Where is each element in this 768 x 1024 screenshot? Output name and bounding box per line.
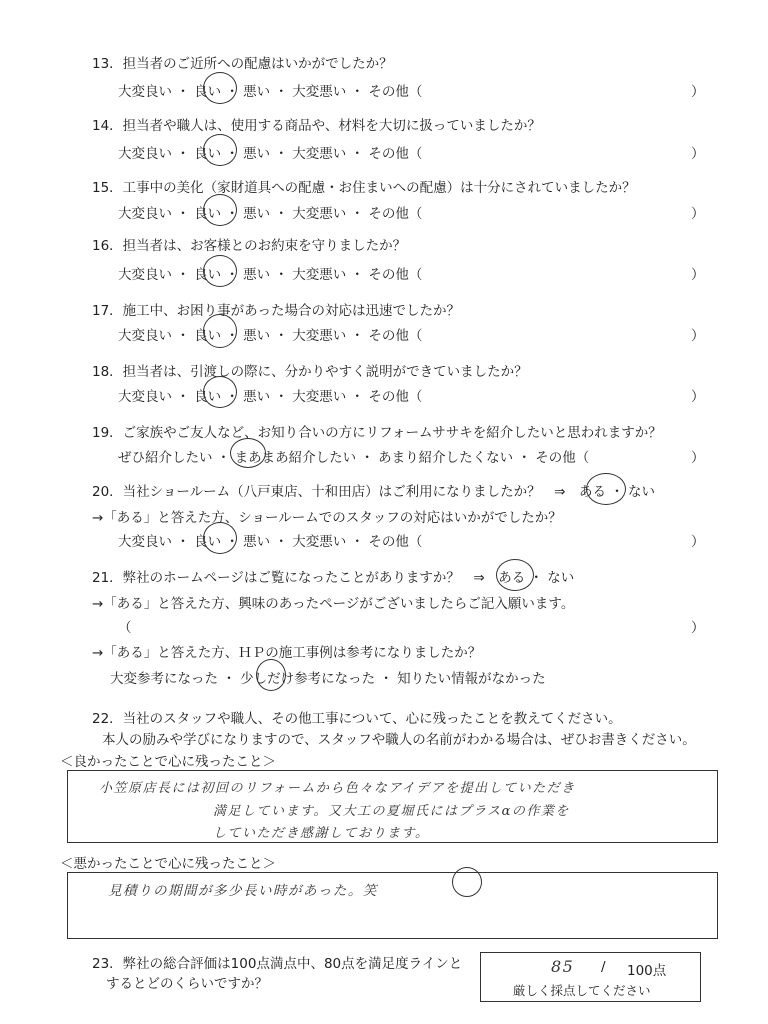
- answer-circle-13: [203, 72, 237, 104]
- good-comment-line-2: 満足しています。又大工の夏堀氏にはプラスαの作業を: [213, 804, 570, 819]
- options-16: 大変良い ・ 良い ・ 悪い ・ 大変悪い ・ その他（: [118, 267, 423, 283]
- paren-close-15: ）: [691, 206, 705, 222]
- options-17: 大変良い ・ 良い ・ 悪い ・ 大変悪い ・ その他（: [118, 328, 423, 344]
- answer-circle-21: [256, 659, 286, 691]
- good-comment-line-1: 小笠原店長には初回のリフォームから色々なアイデアを提出していただき: [99, 781, 576, 796]
- paren-open-21: （: [118, 620, 132, 636]
- question-23-cont: するとどのくらいですか？: [106, 976, 268, 992]
- paren-close-21: ）: [691, 620, 705, 636]
- options-20: 大変良い ・ 良い ・ 悪い ・ 大変悪い ・ その他（: [118, 534, 423, 550]
- question-21: 21．弊社のホームページはご覧になったことがありますか？ ⇒ ある ・ ない: [92, 570, 575, 586]
- paren-close-14: ）: [691, 146, 705, 162]
- options-19: ぜひ紹介したい ・ まあまあ紹介したい ・ あまり紹介したくない ・ その他（: [118, 450, 590, 466]
- good-comment-line-3: していただき感謝しております。: [213, 826, 430, 841]
- options-21: 大変参考になった ・ 少しだけ参考になった ・ 知りたい情報がなかった: [110, 671, 546, 687]
- options-15: 大変良い ・ 良い ・ 悪い ・ 大変悪い ・ その他（: [118, 206, 423, 222]
- question-15: 15．工事中の美化（家財道具への配慮・お住まいへの配慮）は十分にされていましたか？: [92, 180, 636, 196]
- question-20-sub: →「ある」と答えた方、ショールームでのスタッフの対応はいかがでしたか？: [92, 510, 562, 526]
- paren-close-13: ）: [691, 84, 705, 100]
- paren-close-18: ）: [691, 389, 705, 405]
- answer-circle-19: [230, 438, 266, 468]
- answer-circle-20: [203, 522, 237, 554]
- options-13: 大変良い ・ 良い ・ 悪い ・ 大変悪い ・ その他（: [118, 84, 423, 100]
- paren-close-17: ）: [691, 328, 705, 344]
- answer-circle-20-yes: [586, 473, 626, 505]
- question-22-note: 本人の励みや学びになりますので、スタッフや職人の名前がわかる場合は、ぜひお書きください。: [102, 732, 696, 748]
- question-19: 19．ご家族やご友人など、お知り合いの方にリフォームササキを紹介したいと思われますか？: [92, 425, 662, 441]
- answer-circle-21-yes: [496, 559, 534, 591]
- answer-circle-14: [203, 134, 237, 166]
- question-23: 23．弊社の総合評価は100点満点中、80点を満足度ラインと: [92, 956, 463, 972]
- answer-circle-15: [203, 194, 237, 226]
- question-17: 17．施工中、お困り事があった場合の対応は迅速でしたか？: [92, 303, 461, 319]
- question-13: 13．担当者のご近所への配慮はいかがでしたか？: [92, 56, 393, 72]
- bad-comment-line-1: 見積りの期間が多少長い時があった。笑: [108, 883, 378, 899]
- answer-circle-16: [203, 255, 237, 287]
- score-box: [480, 952, 701, 1002]
- question-14: 14．担当者や職人は、使用する商品や、材料を大切に扱っていましたか？: [92, 118, 541, 134]
- question-16: 16．担当者は、お客様とのお約束を守りましたか？: [92, 238, 407, 254]
- bad-comments-label: ＜悪かったことで心に残ったこと＞: [60, 856, 276, 872]
- question-18: 18．担当者は、引渡しの際に、分かりやすく説明ができていましたか？: [92, 364, 528, 380]
- answer-circle-18: [203, 376, 237, 408]
- score-note: 厳しく採点してください: [513, 983, 651, 998]
- good-comments-label: ＜良かったことで心に残ったこと＞: [60, 754, 276, 770]
- question-21-sub: →「ある」と答えた方、興味のあったページがございましたらご記入願います。: [92, 596, 575, 612]
- score-max: 100点: [627, 963, 667, 979]
- paren-close-16: ）: [691, 267, 705, 283]
- paren-close-19: ）: [691, 450, 705, 466]
- question-22: 22．当社のスタッフや職人、その他工事について、心に残ったことを教えてください。: [92, 711, 622, 727]
- paren-close-20: ）: [691, 534, 705, 550]
- bad-comment-circle: [452, 867, 482, 897]
- answer-circle-17: [203, 314, 237, 348]
- options-18: 大変良い ・ 良い ・ 悪い ・ 大変悪い ・ その他（: [118, 389, 423, 405]
- question-20: 20．当社ショールーム（八戸東店、十和田店）はご利用になりましたか？ ⇒ ある ・ ない: [92, 484, 656, 500]
- score-slash: /: [601, 959, 606, 975]
- good-comments-box: [67, 770, 718, 843]
- score-value: 85: [551, 957, 575, 976]
- options-14: 大変良い ・ 良い ・ 悪い ・ 大変悪い ・ その他（: [118, 146, 423, 162]
- question-21-sub2: →「ある」と答えた方、ＨＰの施工事例は参考になりましたか？: [92, 645, 482, 661]
- bad-comments-box: [67, 872, 718, 939]
